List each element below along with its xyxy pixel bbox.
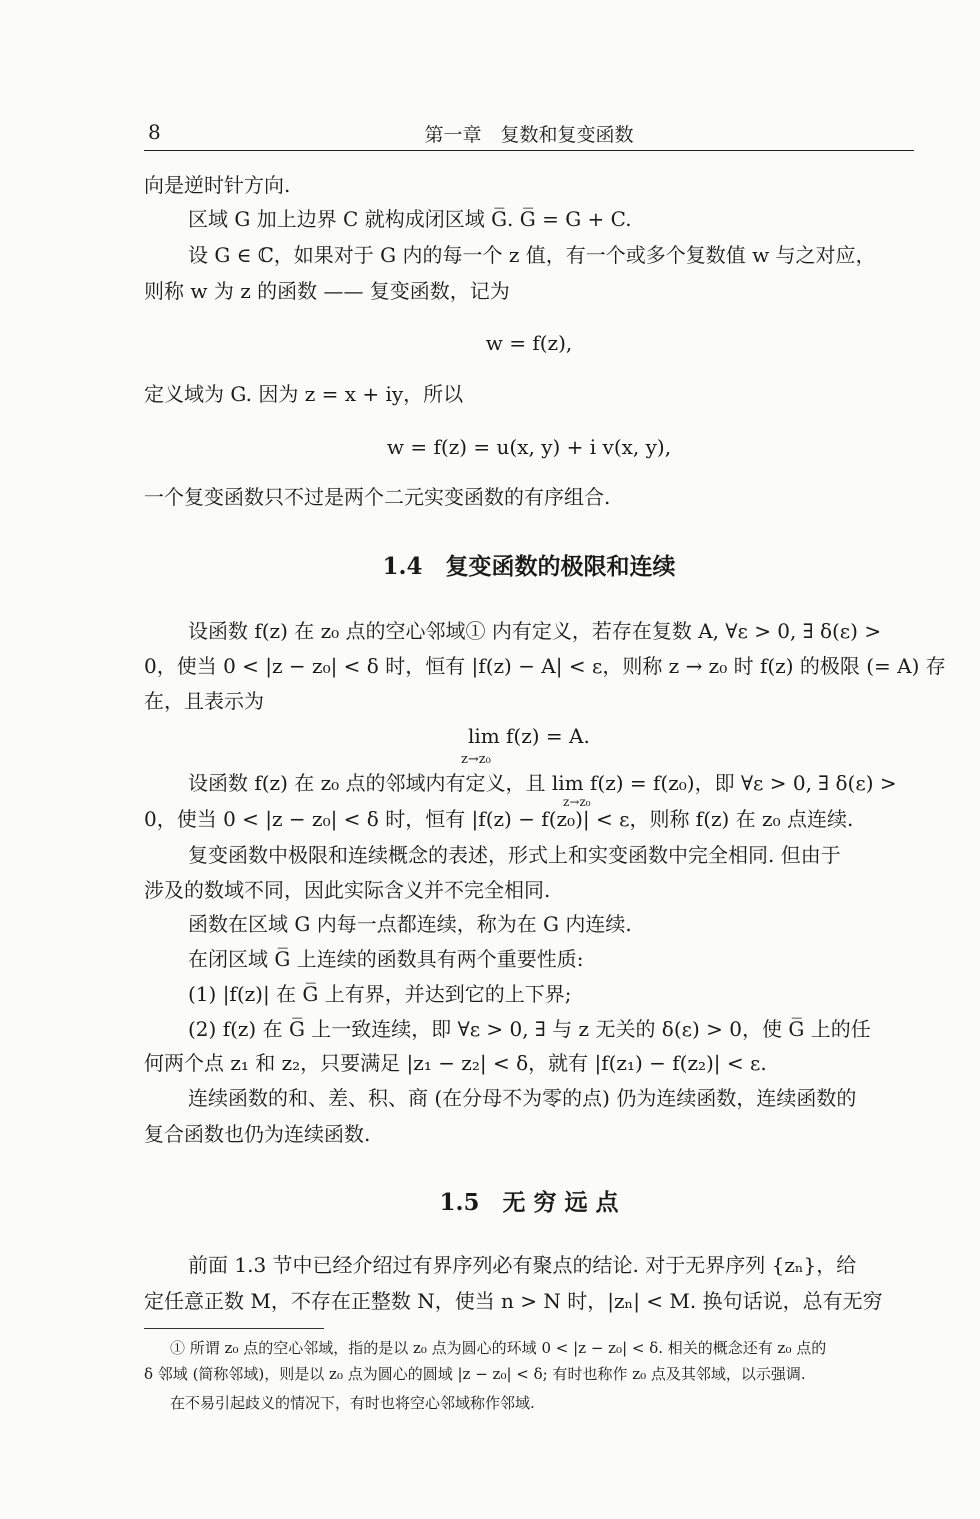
text-line: 0，使当 0 < |z − z₀| < δ 时，恒有 |f(z) − A| < ε，则称 z → z₀ 时 f(z) 的极限 (= A) 存 (144, 654, 946, 678)
text-line: 何两个点 z₁ 和 z₂，只要满足 |z₁ − z₂| < δ，就有 |f(z₁) − f(z₂)| < ε. (144, 1051, 767, 1075)
text-line: 涉及的数域不同，因此实际含义并不完全相同. (144, 878, 551, 902)
section-heading: 1.5 无 穷 远 点 (439, 1189, 619, 1216)
text-line: (1) |f(z)| 在 G̅ 上有界，并达到它的上下界; (188, 982, 572, 1006)
equation: w = f(z), (485, 331, 573, 355)
page-number: 8 (148, 120, 161, 144)
lim-expression: f(z) = A. (506, 724, 590, 748)
text-line: 则称 w 为 z 的函数 —— 复变函数，记为 (144, 279, 510, 303)
text-line: 定义域为 G. 因为 z = x + iy，所以 (144, 382, 464, 406)
footnote-rule (144, 1328, 324, 1329)
text-line: 前面 1.3 节中已经介绍过有界序列必有聚点的结论. 对于无界序列 {zₙ}，给 (188, 1253, 857, 1277)
running-header (144, 118, 914, 151)
text-line: 设函数 f(z) 在 z₀ 点的空心邻域① 内有定义，若存在复数 A, ∀ε > 0, ∃ δ(ε) > (188, 619, 882, 643)
text-line: 区域 G 加上边界 C 就构成闭区域 G̅. G̅ = G + C. (188, 207, 632, 231)
chapter-title: 第一章 复数和复变函数 (424, 124, 634, 146)
text-line: 在，且表示为 (144, 689, 264, 713)
text-line: 函数在区域 G 内每一点都连续，称为在 G 内连续. (188, 912, 632, 936)
lim-operator: lim (468, 724, 500, 748)
text-line: 设 G ∈ ℂ，如果对于 G 内的每一个 z 值，有一个或多个复数值 w 与之对应， (188, 243, 876, 267)
text-line: 0，使当 0 < |z − z₀| < δ 时，恒有 |f(z) − f(z₀)| < ε，则称 f(z) 在 z₀ 点连续. (144, 807, 854, 831)
footnote-line: 在不易引起歧义的情况下，有时也将空心邻域称作邻域. (170, 1394, 535, 1412)
text-line: 在闭区域 G̅ 上连续的函数具有两个重要性质: (188, 947, 584, 971)
text-line: 向是逆时针方向. (144, 173, 291, 197)
text-line: 一个复变函数只不过是两个二元实变函数的有序组合. (144, 485, 611, 509)
lim-subscript: z→z₀ (461, 752, 491, 767)
text-line: 复合函数也仍为连续函数. (144, 1122, 371, 1146)
section-heading: 1.4 复变函数的极限和连续 (382, 553, 676, 580)
footnote-line: δ 邻域 (简称邻域)，则是以 z₀ 点为圆心的圆域 |z − z₀| < δ; 有时也称作 z₀ 点及其邻域，以示强调. (144, 1365, 806, 1383)
footnote-line: ① 所谓 z₀ 点的空心邻域，指的是以 z₀ 点为圆心的环域 0 < |z − z₀| < δ. 相关的概念还有 z₀ 点的 (170, 1339, 827, 1357)
text-line: 定任意正数 M，不存在正整数 N，使当 n > N 时，|zₙ| < M. 换句话说，总有无穷 (144, 1289, 883, 1313)
equation: w = f(z) = u(x, y) + i v(x, y), (386, 435, 672, 459)
text-line: (2) f(z) 在 G̅ 上一致连续，即 ∀ε > 0, ∃ 与 z 无关的 δ(ε) > 0，使 G̅ 上的任 (188, 1017, 871, 1041)
text-line: 复变函数中极限和连续概念的表述，形式上和实变函数中完全相同. 但由于 (188, 843, 841, 867)
text-line: 设函数 f(z) 在 z₀ 点的邻域内有定义，且 lim f(z) = f(z₀)，即 ∀ε > 0, ∃ δ(ε) > (188, 771, 897, 795)
lim-subscript: z→z₀ (563, 795, 591, 809)
text-line: 连续函数的和、差、积、商 (在分母不为零的点) 仍为连续函数，连续函数的 (188, 1086, 857, 1110)
